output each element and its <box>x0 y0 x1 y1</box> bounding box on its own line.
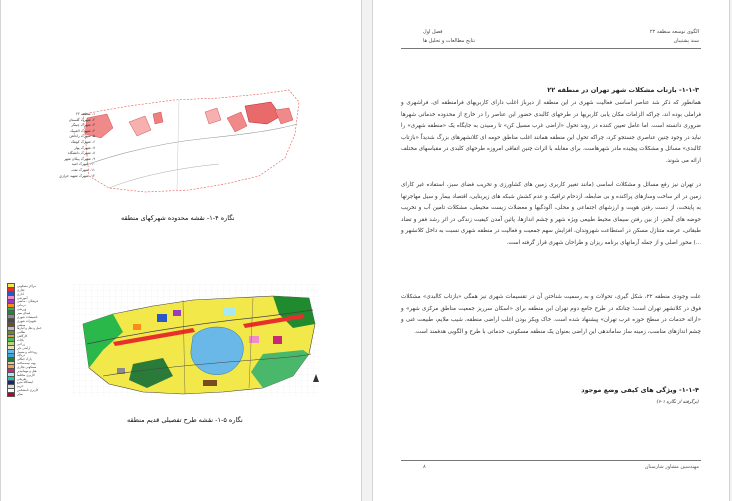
detailed-plan-map <box>7 284 319 396</box>
detailed-plan-legend <box>7 284 69 396</box>
legend-label: مسکونی تجاری <box>17 364 37 369</box>
legend-label: تفریحی <box>17 376 27 381</box>
legend-label: کارگاهی <box>17 334 28 339</box>
legend-label: فضای سبز <box>17 310 31 315</box>
legend-label: سایر <box>17 392 23 396</box>
legend-label: درمانی <box>17 303 26 308</box>
legend-label: باغات <box>17 337 25 342</box>
legend-label: حریم <box>17 384 24 389</box>
legend-label: فرهنگی - مذهبی <box>17 299 38 304</box>
legend-label: کاربری نامشخص <box>17 388 39 393</box>
legend-item: ۱- منطقه ۲۲ <box>75 112 95 116</box>
header-divider <box>401 48 701 49</box>
page-number: ۸ <box>423 464 426 470</box>
legend-row <box>7 392 69 396</box>
legend-label: اداری <box>17 291 24 296</box>
section-title: ۱-۱-۳- بازتاب مشکلات شهر تهران در منطقه ۲۲ <box>547 86 699 94</box>
figure-caption-district-map: نگاره ۴-۱- نقشه محدوده شهرکهای منطقه <box>121 214 235 222</box>
district-map-legend <box>51 112 95 179</box>
legend-label: تجهیزات شهری <box>17 318 37 323</box>
footer-consultant: مهندسین مشاور شارستان <box>644 464 699 470</box>
legend-item: ۷- شهرک بهار <box>74 145 95 150</box>
header-document-title: الگوی توسعه منطقه ۲۲ <box>649 29 699 35</box>
footer-divider <box>401 460 701 461</box>
legend-label: زراعی <box>17 341 26 346</box>
legend-item: ۲- شهرک گلستان <box>68 117 95 122</box>
legend-item: ۵- شهرک راه‌آهن <box>69 134 95 139</box>
legend-label: رودخانه و مسیل <box>17 349 38 354</box>
header-chapter-subtitle: نتایج مطالعات و تحلیل ها <box>423 38 476 44</box>
left-page <box>0 0 362 501</box>
header-document-subtitle: سند پشتیبان <box>673 38 699 44</box>
legend-item: ۱۰- شهرک امید <box>71 162 95 167</box>
legend-label: آموزشی <box>17 295 28 300</box>
body-paragraph: علت وجودی منطقه ۲۲، شکل گیری، تحولات و به رسمیت شناختن آن در تقسیمات شهری نیز همگی «بازتاب کالبدی» مشکلات فوق در کلانشهر تهران است؛ چنانکه در طرح جامع دوم تهران این منطقه برای «اسکان سرریز جمعیت مناطق مرکزی شهر» و «ارائه خدمات در سطح حوزه غرب تهران» پیشنهاد شده است. خاک ویکر بودن اغلب اراضی منطقه، شیب ملایم، طبیعت غنی و چشم اندازهای مناسب، زمینه ساز ساماندهی این اراضی بعنوان یک منطقه مسکونی، خدماتی با طرح و الگویی هدفمند است. <box>401 294 702 335</box>
legend-label: هتل و مهمانپذیر <box>17 368 37 373</box>
legend-label: دریاچه <box>17 353 25 358</box>
figure-caption-detailed-plan: نگاره ۵-۱- نقشه طرح تفصیلی قدیم منطقه <box>127 416 243 424</box>
subsection-title: ۱-۱-۴- ویژگی های کیفی وضع موجود <box>581 386 699 394</box>
subsection-note: (برگرفته از نگاره ۱-۶) <box>656 400 699 405</box>
legend-label: مراکز مسکونی <box>17 283 36 288</box>
legend-label: ورزشی <box>17 307 27 312</box>
legend-item: ۶- شهرک کوهک <box>70 139 95 144</box>
district-boundary-map <box>49 72 319 204</box>
legend-item: ۱۱- شهرک نفت <box>71 167 95 172</box>
legend-item: ۹- شهرک پیکان شهر <box>64 156 95 161</box>
legend-label: پهنه نیمه‌ساخته <box>17 361 36 366</box>
legend-item: ۸- شهرک دانشگاه <box>67 151 95 156</box>
header-chapter: فصل اول <box>423 29 443 35</box>
detailed-plan-drawing <box>73 284 319 396</box>
legend-label: اراضی بایر <box>17 345 31 350</box>
body-paragraph: همانطور که ذکر شد عناصر اساسی فعالیت شهری در این منطقه از دیرباز اغلب دارای کاربریهای فرامنطقه ای، فراشهری و فراملی بوده اند، چراکه الزامات مکان یابی کاربریها در طرحهای کالبدی حضور این عناصر را در خارج از محدوده خدماتی شهرها ضروری دانسته است. اما عامل تعیین کننده در روند تحول «اراضی غرب مسیل کن» تا رسیدن به جایگاه یک «منطقه شهری» را نباید در وجود چنین عناصری جستجو کرد، چراکه تحول این منطقه همانند اغلب مناطق حومه ای کلانشهرهای بزرگ شدیداً «بازتاب کالبدی» مسائل و مشکلات پیچیده مادر شهرهاست. برای مقابله با اثرات چنین اتفاقی امروزه طرحهای کلبدی در مقیاسهای مختلف ارائه می شوند. <box>401 100 701 164</box>
right-page <box>372 0 730 501</box>
body-paragraph: در تهران نیز رفع مسائل و مشکلات اساسی (مانند تغییر کاربری زمین های کشاورزی و تخریب فضای سبز، استفاده غیر کارای زمین در اثر ساخت وسازهای پراکنده و بی ضابطه، ازدحام ترافیک و عدم کشش شبکه های زیربنایی، اقتصاد بیمار و سیل مهاجرتها به پایتخت، از دست رفتن هویت و ارزشهای اجتماعی و محلی، آلودگیها و معضلات زیست محیطی، مشکلات تامین آب و تخریب حوضه های آبخیز، از بین رفتن سیمای محیط طبیعی ویژه شهر و چشم اندازها، پائین آمدن کیفیت زندگی در اثر رشد فقر و تضاد طبقاتی، عرضه متنازل مسکن در استطاعت شهروندان، افزایش سهم جمعیت و فعالیت در منطقه شهری نسبت به داخل کلانشهر و ...) محور اصلی و از جمله آرمانهای برنامه ریزان و طراحان شهری قرار گرفته است. <box>401 182 701 246</box>
legend-label: صنعتی <box>17 322 26 327</box>
legend-label: ایستگاه مترو <box>17 380 33 385</box>
legend-label: حمل و نقل و انبارها <box>17 326 42 331</box>
legend-label: تجاری <box>17 287 25 292</box>
legend-item: ۳- شهرک چیتگر <box>71 123 95 128</box>
legend-item: ۴- شهرک المپیک <box>70 128 95 133</box>
legend-swatch <box>7 392 15 397</box>
legend-label: پارک جنگلی <box>17 357 32 362</box>
legend-label: تاسیسات شهری <box>17 314 38 319</box>
legend-item: ۱۲- شهرک شهید خرازی <box>59 173 95 178</box>
legend-label: نظامی <box>17 330 26 335</box>
legend-label: کاربری مختلط <box>17 372 35 377</box>
